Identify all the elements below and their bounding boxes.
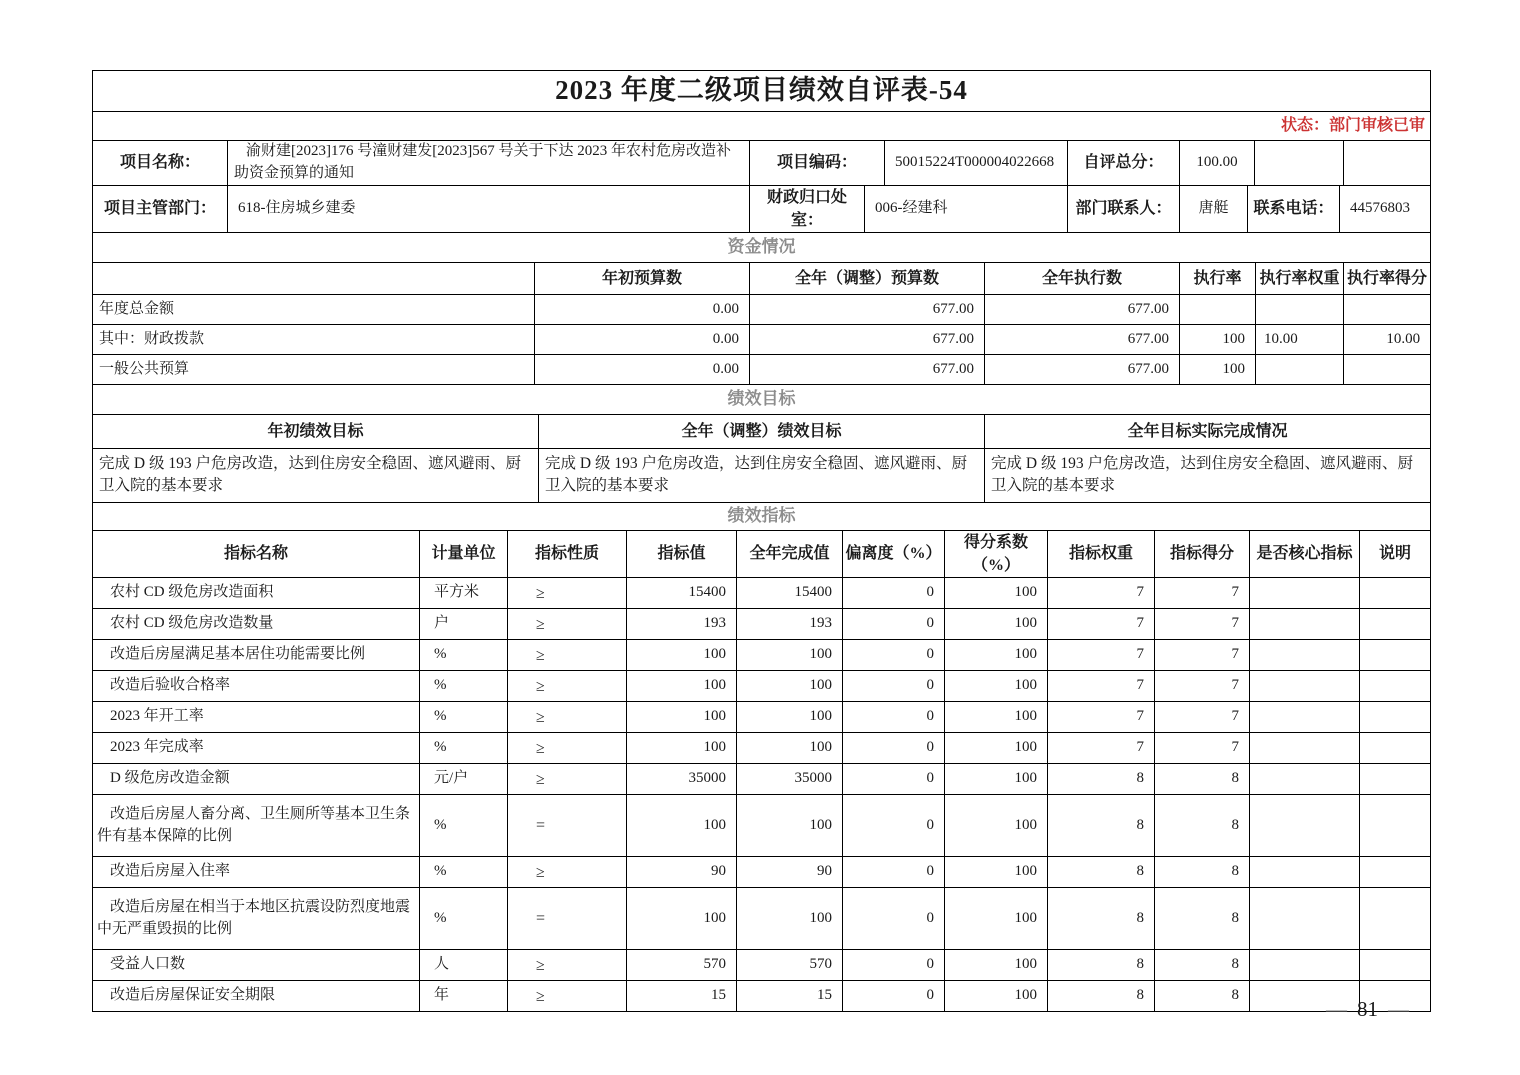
indicator-nature: = [508,795,627,857]
indicator-name: 2023 年开工率 [93,702,420,733]
indicator-header: 指标得分 [1155,530,1250,577]
indicator-header: 说明 [1360,530,1431,577]
indicator-core [1250,640,1360,671]
funding-header: 全年（调整）预算数 [750,262,985,294]
phone-label: 联系电话： [1248,185,1340,232]
indicator-row [93,671,1431,702]
indicator-coefficient: 100 [945,733,1048,764]
indicator-deviation: 0 [843,857,945,888]
indicator-actual: 100 [737,795,843,857]
indicator-deviation: 0 [843,950,945,981]
indicator-target: 100 [627,888,737,950]
indicator-unit: % [420,857,508,888]
indicator-deviation: 0 [843,764,945,795]
indicator-nature: ≥ [508,857,627,888]
dept-value: 618-住房城乡建委 [228,185,750,232]
indicator-actual: 100 [737,702,843,733]
indicator-weight: 8 [1048,764,1155,795]
initial-budget: 0.00 [535,354,750,384]
indicator-note [1360,733,1431,764]
indicator-weight: 7 [1048,671,1155,702]
adjusted-budget: 677.00 [750,354,985,384]
indicator-name: 改造后验收合格率 [93,671,420,702]
indicator-name: 农村 CD 级危房改造面积 [93,578,420,609]
indicator-name: D 级危房改造金额 [93,764,420,795]
indicator-row [93,733,1431,764]
execution-rate: 100 [1180,354,1256,384]
project-name-value: 渝财建[2023]176 号潼财建发[2023]567 号关于下达 2023 年农村危房改造补助资金预算的通知 [228,141,750,186]
indicator-header: 指标性质 [508,530,627,577]
indicator-coefficient: 100 [945,578,1048,609]
indicator-header: 指标名称 [93,530,420,577]
dept-label: 项目主管部门： [93,185,228,232]
indicator-header: 全年完成值 [737,530,843,577]
indicator-name: 农村 CD 级危房改造数量 [93,609,420,640]
indicator-nature: ≥ [508,640,627,671]
indicator-actual: 90 [737,857,843,888]
indicator-actual: 15400 [737,578,843,609]
indicator-score: 8 [1155,857,1250,888]
indicator-unit: % [420,888,508,950]
page-number-dash-right: — [1388,997,1409,1021]
indicator-weight: 7 [1048,702,1155,733]
indicator-actual: 100 [737,640,843,671]
goals-header: 年初绩效目标 [93,414,539,448]
indicator-core [1250,702,1360,733]
goals-section-title: 绩效目标 [93,384,1431,414]
page-number-dash-left: — [1326,997,1347,1021]
funding-row-name: 年度总金额 [93,294,535,324]
contact-value: 唐艇 [1180,185,1248,232]
indicator-coefficient: 100 [945,702,1048,733]
indicator-note [1360,950,1431,981]
indicator-header: 得分系数（%） [945,530,1048,577]
indicator-deviation: 0 [843,609,945,640]
indicator-nature: ≥ [508,702,627,733]
funding-row [93,324,1431,354]
indicator-actual: 193 [737,609,843,640]
indicator-row [93,702,1431,733]
indicator-weight: 7 [1048,609,1155,640]
indicator-deviation: 0 [843,671,945,702]
phone-value: 44576803 [1340,185,1431,232]
indicator-score: 7 [1155,671,1250,702]
indicator-deviation: 0 [843,702,945,733]
self-score-value: 100.00 [1180,141,1255,186]
indicator-weight: 7 [1048,733,1155,764]
indicator-core [1250,733,1360,764]
indicator-header: 指标权重 [1048,530,1155,577]
indicator-note [1360,857,1431,888]
indicator-coefficient: 100 [945,981,1048,1012]
indicator-row [93,888,1431,950]
indicator-header: 计量单位 [420,530,508,577]
funding-header: 年初预算数 [535,262,750,294]
indicator-score: 8 [1155,795,1250,857]
indicator-header: 是否核心指标 [1250,530,1360,577]
indicator-actual: 100 [737,888,843,950]
indicator-deviation: 0 [843,733,945,764]
funding-row-name: 其中：财政拨款 [93,324,535,354]
indicator-target: 90 [627,857,737,888]
rate-weight: 10.00 [1256,324,1344,354]
indicator-actual: 100 [737,733,843,764]
indicator-core [1250,609,1360,640]
indicator-coefficient: 100 [945,795,1048,857]
funding-header: 执行率权重 [1256,262,1344,294]
indicator-row [93,857,1431,888]
indicator-coefficient: 100 [945,640,1048,671]
empty-cell [1255,141,1344,186]
funding-table [92,232,1431,385]
indicator-deviation: 0 [843,795,945,857]
indicator-core [1250,764,1360,795]
executed-amount: 677.00 [985,354,1180,384]
funding-row [93,294,1431,324]
rate-score: 10.00 [1344,324,1431,354]
status-badge: 状态：部门审核已审 [1280,117,1425,135]
self-score-label: 自评总分： [1068,141,1180,186]
indicator-core [1250,888,1360,950]
empty-cell [1344,141,1431,186]
indicator-score: 8 [1155,764,1250,795]
contact-label: 部门联系人： [1068,185,1180,232]
indicator-note [1360,795,1431,857]
indicator-score: 7 [1155,733,1250,764]
initial-budget: 0.00 [535,324,750,354]
indicator-target: 100 [627,733,737,764]
indicator-core [1250,578,1360,609]
indicator-unit: 人 [420,950,508,981]
funding-header [93,262,535,294]
indicator-core [1250,857,1360,888]
indicator-score: 7 [1155,609,1250,640]
indicator-deviation: 0 [843,578,945,609]
indicator-coefficient: 100 [945,764,1048,795]
rate-score [1344,354,1431,384]
indicator-actual: 100 [737,671,843,702]
indicator-target: 193 [627,609,737,640]
indicator-row [93,609,1431,640]
indicator-unit: 平方米 [420,578,508,609]
indicator-coefficient: 100 [945,888,1048,950]
indicator-core [1250,671,1360,702]
indicator-actual: 570 [737,950,843,981]
indicator-weight: 7 [1048,640,1155,671]
goal-adjusted: 完成 D 级 193 户危房改造，达到住房安全稳固、遮风避雨、厨卫入院的基本要求 [539,448,985,502]
goals-header: 全年目标实际完成情况 [985,414,1431,448]
indicator-nature: ≥ [508,981,627,1012]
rate-weight [1256,354,1344,384]
indicator-unit: % [420,795,508,857]
indicators-table [92,502,1431,1012]
indicator-row [93,764,1431,795]
indicator-row [93,640,1431,671]
indicator-weight: 8 [1048,950,1155,981]
indicator-name: 改造后房屋保证安全期限 [93,981,420,1012]
adjusted-budget: 677.00 [750,324,985,354]
indicator-name: 改造后房屋人畜分离、卫生厕所等基本卫生条件有基本保障的比例 [93,795,420,857]
indicator-name: 受益人口数 [93,950,420,981]
indicator-nature: ≥ [508,764,627,795]
indicator-nature: ≥ [508,609,627,640]
funding-header: 全年执行数 [985,262,1180,294]
indicator-score: 8 [1155,981,1250,1012]
funding-header: 执行率得分 [1344,262,1431,294]
indicator-header: 偏离度（%） [843,530,945,577]
goals-header: 全年（调整）绩效目标 [539,414,985,448]
indicator-note [1360,578,1431,609]
indicator-core [1250,950,1360,981]
indicator-score: 8 [1155,950,1250,981]
indicator-score: 7 [1155,640,1250,671]
project-info-row1 [92,140,1431,186]
funding-row [93,354,1431,384]
indicator-unit: % [420,733,508,764]
page-title: 2023 年度二级项目绩效自评表-54 [93,71,1431,112]
indicator-name: 改造后房屋在相当于本地区抗震设防烈度地震中无严重毁损的比例 [93,888,420,950]
indicator-actual: 15 [737,981,843,1012]
indicator-nature: ≥ [508,578,627,609]
indicator-nature: = [508,888,627,950]
indicator-score: 7 [1155,578,1250,609]
rate-score [1344,294,1431,324]
indicator-row [93,950,1431,981]
goal-initial: 完成 D 级 193 户危房改造，达到住房安全稳固、遮风避雨、厨卫入院的基本要求 [93,448,539,502]
indicator-target: 100 [627,795,737,857]
indicator-nature: ≥ [508,733,627,764]
indicator-row [93,981,1431,1012]
indicator-unit: % [420,640,508,671]
execution-rate: 100 [1180,324,1256,354]
indicator-unit: 元/户 [420,764,508,795]
indicator-weight: 8 [1048,857,1155,888]
indicator-target: 100 [627,702,737,733]
indicator-name: 2023 年完成率 [93,733,420,764]
indicator-weight: 8 [1048,795,1155,857]
indicator-row [93,795,1431,857]
indicator-weight: 8 [1048,888,1155,950]
indicator-target: 570 [627,950,737,981]
title-table [92,70,1431,141]
indicator-deviation: 0 [843,981,945,1012]
adjusted-budget: 677.00 [750,294,985,324]
indicators-section-title: 绩效指标 [93,502,1431,530]
indicator-note [1360,609,1431,640]
goals-table [92,384,1431,503]
indicator-target: 100 [627,640,737,671]
finance-office-value: 006-经建科 [865,185,1068,232]
indicator-weight: 7 [1048,578,1155,609]
goal-actual: 完成 D 级 193 户危房改造，达到住房安全稳固、遮风避雨、厨卫入院的基本要求 [985,448,1431,502]
status-row [93,112,1431,141]
indicator-deviation: 0 [843,640,945,671]
finance-office-label: 财政归口处室： [750,185,865,232]
indicator-target: 100 [627,671,737,702]
funding-section-title: 资金情况 [93,232,1431,262]
indicator-header: 指标值 [627,530,737,577]
indicator-score: 7 [1155,702,1250,733]
indicator-name: 改造后房屋入住率 [93,857,420,888]
project-code-label: 项目编码： [750,141,885,186]
indicator-coefficient: 100 [945,950,1048,981]
indicator-score: 8 [1155,888,1250,950]
indicator-unit: 户 [420,609,508,640]
funding-row-name: 一般公共预算 [93,354,535,384]
execution-rate [1180,294,1256,324]
indicator-unit: % [420,702,508,733]
indicator-unit: % [420,671,508,702]
indicator-coefficient: 100 [945,609,1048,640]
indicator-nature: ≥ [508,950,627,981]
indicator-unit: 年 [420,981,508,1012]
rate-weight [1256,294,1344,324]
project-name-label: 项目名称： [93,141,228,186]
indicator-weight: 8 [1048,981,1155,1012]
page-number-value: 81 [1357,997,1378,1021]
executed-amount: 677.00 [985,294,1180,324]
indicator-actual: 35000 [737,764,843,795]
evaluation-form [92,70,1431,1012]
indicator-deviation: 0 [843,888,945,950]
indicator-note [1360,702,1431,733]
indicator-row [93,578,1431,609]
initial-budget: 0.00 [535,294,750,324]
indicator-note [1360,671,1431,702]
indicator-target: 15400 [627,578,737,609]
indicator-target: 15 [627,981,737,1012]
funding-header: 执行率 [1180,262,1256,294]
indicator-coefficient: 100 [945,671,1048,702]
indicator-coefficient: 100 [945,857,1048,888]
executed-amount: 677.00 [985,324,1180,354]
project-info-row2 [92,185,1431,233]
indicator-name: 改造后房屋满足基本居住功能需要比例 [93,640,420,671]
indicator-note [1360,640,1431,671]
indicator-note [1360,888,1431,950]
indicator-target: 35000 [627,764,737,795]
page-number [1305,997,1430,1022]
project-code-value: 50015224T000004022668 [885,141,1068,186]
indicator-core [1250,795,1360,857]
indicator-note [1360,764,1431,795]
indicator-nature: ≥ [508,671,627,702]
